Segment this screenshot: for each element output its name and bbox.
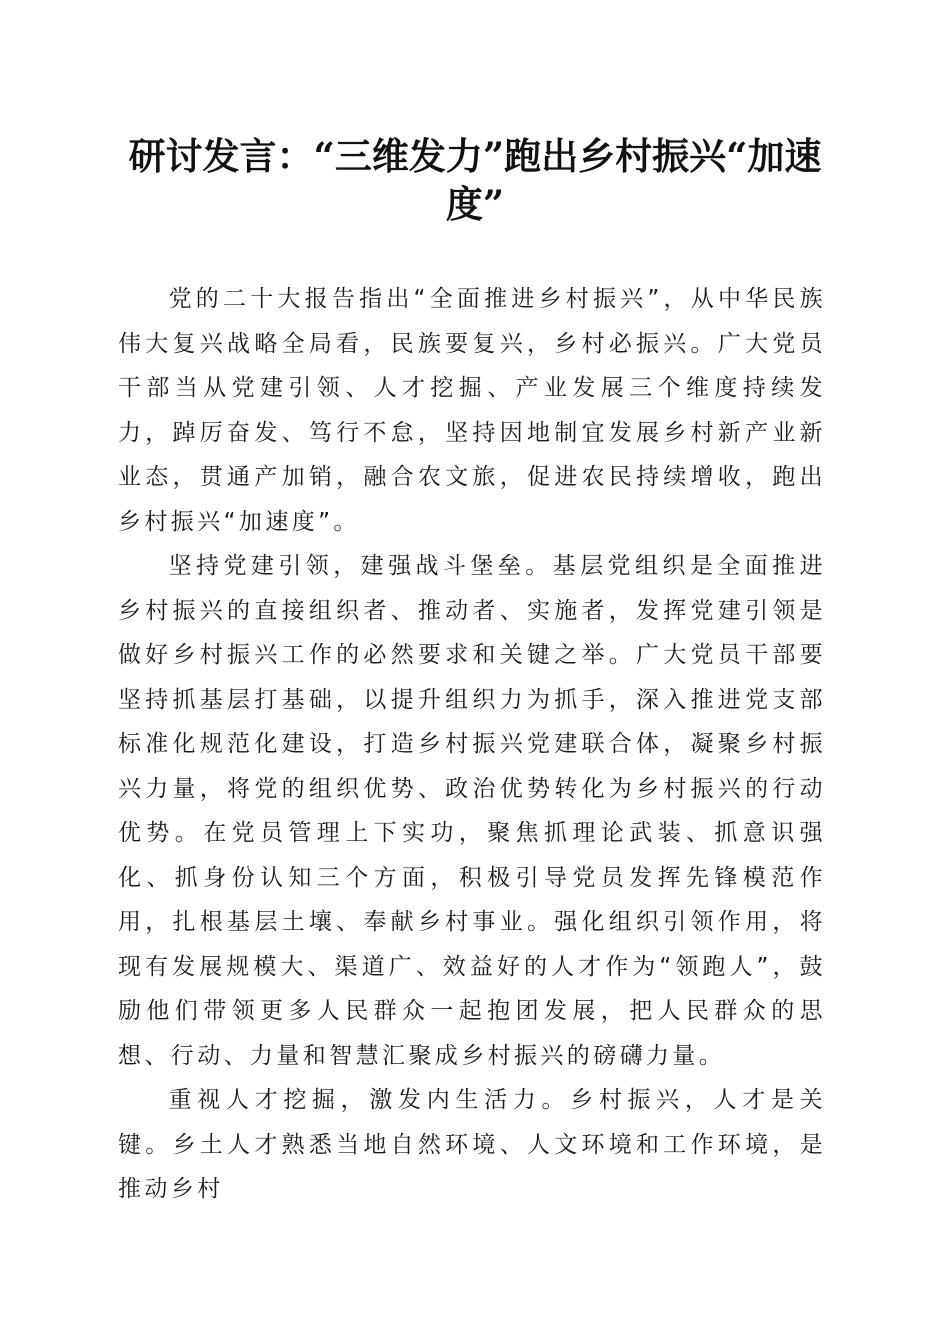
paragraph-party-building: 坚持党建引领，建强战斗堡垒。基层党组织是全面推进乡村振兴的直接组织者、推动者、实施者，发挥党建引领是做好乡村振兴工作的必然要求和关键之举。广大党员干部要坚持抓基层打基础，以提升组织力为抓手，深入推进党支部标准化规范化建设，打造乡村振兴党建联合体，凝聚乡村振兴力量，将党的组织优势、政治优势转化为乡村振兴的行动优势。在党员管理上下实功，聚焦抓理论武装、抓意识强化、抓身份认知三个方面，积极引导党员发挥先锋模范作用，扎根基层土壤、奉献乡村事业。强化组织引领作用，将现有发展规模大、渠道广、效益好的人才作为“领跑人”，鼓励他们带领更多人民群众一起抱团发展，把人民群众的思想、行动、力量和智慧汇聚成乡村振兴的磅礴力量。: [118, 553, 826, 1069]
document-title: 研讨发言：“三维发力”跑出乡村振兴“加速度”: [128, 134, 822, 226]
document-body: [118, 277, 826, 1212]
paragraph-talent: 重视人才挖掘，激发内生活力。乡村振兴，人才是关键。乡土人才熟悉当地自然环境、人文环境和工作环境，是推动乡村: [118, 1087, 826, 1202]
paragraph-intro: 党的二十大报告指出“全面推进乡村振兴”，从中华民族伟大复兴战略全局看，民族要复兴，乡村必振兴。广大党员干部当从党建引领、人才挖掘、产业发展三个维度持续发力，踔厉奋发、笃行不怠，坚持因地制宜发展乡村新产业新业态，贯通产加销，融合农文旅，促进农民持续增收，跑出乡村振兴“加速度”。: [118, 286, 826, 535]
